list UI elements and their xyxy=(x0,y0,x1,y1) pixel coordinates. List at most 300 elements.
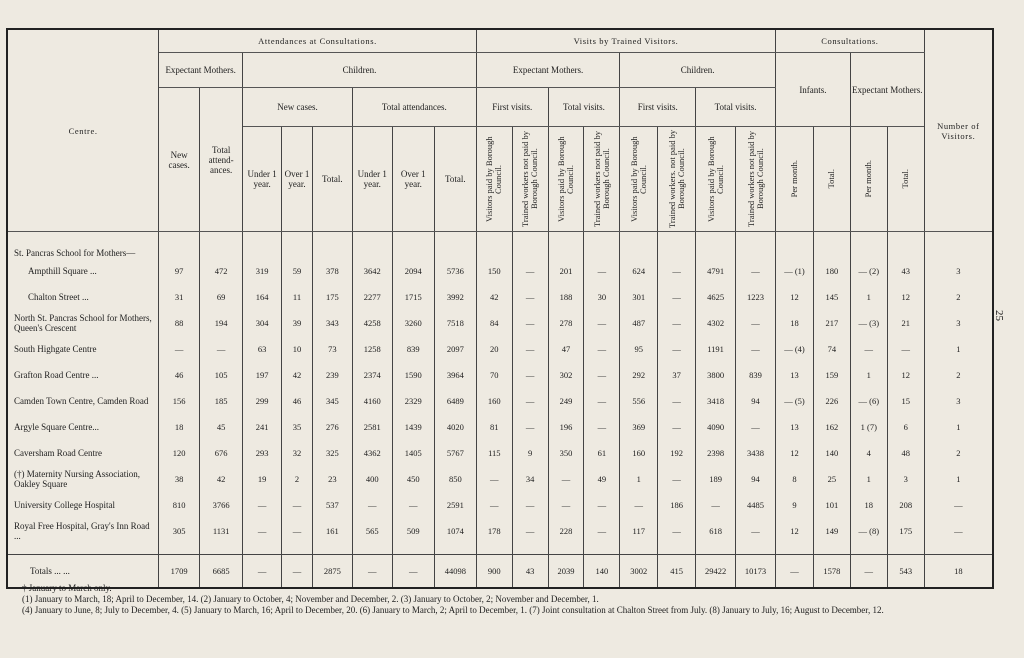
value-cell: 2097 xyxy=(434,336,476,362)
value-cell: 145 xyxy=(813,284,850,310)
value-cell: 2591 xyxy=(434,492,476,518)
header-nc-over1: Over 1 year. xyxy=(282,127,313,232)
value-cell: 350 xyxy=(548,440,584,466)
value-cell: — xyxy=(850,336,887,362)
header-ch-first-visits: First visits. xyxy=(620,88,696,127)
value-cell: — xyxy=(924,518,993,544)
value-cell: — xyxy=(924,492,993,518)
value-cell: 1578 xyxy=(813,555,850,589)
value-cell: 47 xyxy=(548,336,584,362)
footnote-line: (4) January to June, 8; July to December, 4. (5) January to March, 16; April to December, 20. (6) January to March, 2; April to December, 1. (7) Joint consultation at Chalton Street from July. (8) January to July, 16; August to December, 12. xyxy=(22,605,884,615)
value-cell: — xyxy=(736,414,776,440)
value-cell: 2039 xyxy=(548,555,584,589)
header-ch-tv-paid: Visitors paid by Borough Council. xyxy=(696,127,736,232)
value-cell: 624 xyxy=(620,258,658,284)
value-cell: 39 xyxy=(282,310,313,336)
header-v-children: Children. xyxy=(620,53,776,88)
value-cell: — xyxy=(512,518,548,544)
value-cell: — xyxy=(282,555,313,589)
value-cell: 325 xyxy=(312,440,352,466)
value-cell: — xyxy=(352,492,392,518)
value-cell: 42 xyxy=(282,362,313,388)
header-v-expectant-mothers: Expectant Mothers. xyxy=(476,53,619,88)
value-cell: 226 xyxy=(813,388,850,414)
value-cell: — xyxy=(696,492,736,518)
value-cell: 9 xyxy=(776,492,814,518)
value-cell: 188 xyxy=(548,284,584,310)
header-em-total-attendances: Total attend-ances. xyxy=(200,88,243,232)
value-cell: 59 xyxy=(282,258,313,284)
value-cell: 88 xyxy=(159,310,200,336)
value-cell: 1 xyxy=(620,466,658,492)
value-cell: 1 xyxy=(850,284,887,310)
value-cell: 509 xyxy=(392,518,434,544)
value-cell: 20 xyxy=(476,336,512,362)
value-cell: 249 xyxy=(548,388,584,414)
value-cell: 1 xyxy=(850,466,887,492)
value-cell: 140 xyxy=(813,440,850,466)
centre-name-cell: Argyle Square Centre... xyxy=(7,414,159,440)
value-cell: 345 xyxy=(312,388,352,414)
footnotes xyxy=(22,583,982,616)
value-cell: 94 xyxy=(736,388,776,414)
value-cell: 160 xyxy=(476,388,512,414)
value-cell: 12 xyxy=(776,284,814,310)
value-cell: — (5) xyxy=(776,388,814,414)
value-cell: 194 xyxy=(200,310,243,336)
value-cell: — xyxy=(159,336,200,362)
value-cell: — (4) xyxy=(776,336,814,362)
value-cell: — xyxy=(476,466,512,492)
value-cell: 12 xyxy=(776,518,814,544)
header-em-total-visits: Total visits. xyxy=(548,88,620,127)
value-cell: 164 xyxy=(243,284,282,310)
table-row xyxy=(7,414,993,440)
value-cell: — xyxy=(243,518,282,544)
value-cell: — xyxy=(584,518,620,544)
value-cell: 565 xyxy=(352,518,392,544)
value-cell: 105 xyxy=(200,362,243,388)
value-cell: 228 xyxy=(548,518,584,544)
table-row xyxy=(7,258,993,284)
value-cell: 18 xyxy=(776,310,814,336)
value-cell: 13 xyxy=(776,362,814,388)
value-cell: — xyxy=(658,388,696,414)
value-cell: 1074 xyxy=(434,518,476,544)
value-cell: 319 xyxy=(243,258,282,284)
value-cell: 1 xyxy=(924,414,993,440)
value-cell: 42 xyxy=(476,284,512,310)
value-cell: 2 xyxy=(282,466,313,492)
value-cell: 4160 xyxy=(352,388,392,414)
value-cell: 13 xyxy=(776,414,814,440)
value-cell: 850 xyxy=(434,466,476,492)
value-cell: 34 xyxy=(512,466,548,492)
value-cell: 378 xyxy=(312,258,352,284)
table-row xyxy=(7,336,993,362)
value-cell: 556 xyxy=(620,388,658,414)
value-cell: 12 xyxy=(887,362,924,388)
value-cell: 3002 xyxy=(620,555,658,589)
value-cell: 4485 xyxy=(736,492,776,518)
value-cell: 6 xyxy=(887,414,924,440)
header-ch-total-visits: Total visits. xyxy=(696,88,776,127)
value-cell: 11 xyxy=(282,284,313,310)
value-cell: 192 xyxy=(658,440,696,466)
value-cell: 5736 xyxy=(434,258,476,284)
value-cell: 676 xyxy=(200,440,243,466)
value-cell: — xyxy=(512,492,548,518)
table-row xyxy=(7,492,993,518)
centre-name-cell: Chalton Street ... xyxy=(7,284,159,310)
table-row xyxy=(7,284,993,310)
header-consultations: Consultations. xyxy=(776,29,925,53)
value-cell: 4302 xyxy=(696,310,736,336)
value-cell: 9 xyxy=(512,440,548,466)
value-cell: 7518 xyxy=(434,310,476,336)
centre-name-cell: Grafton Road Centre ... xyxy=(7,362,159,388)
section-label: St. Pancras School for Mothers— xyxy=(7,232,159,259)
header-centre: Centre. xyxy=(7,29,159,232)
value-cell: 3642 xyxy=(352,258,392,284)
centre-name-cell: Caversham Road Centre xyxy=(7,440,159,466)
value-cell: — xyxy=(658,310,696,336)
value-cell: — xyxy=(512,336,548,362)
value-cell: 239 xyxy=(312,362,352,388)
value-cell: — xyxy=(243,492,282,518)
value-cell: — xyxy=(658,466,696,492)
value-cell: — (6) xyxy=(850,388,887,414)
centre-name-cell: Totals ... ... xyxy=(7,555,159,589)
value-cell: 149 xyxy=(813,518,850,544)
value-cell: 175 xyxy=(312,284,352,310)
centre-name-cell: Ampthill Square ... xyxy=(7,258,159,284)
value-cell: 74 xyxy=(813,336,850,362)
value-cell: 3 xyxy=(924,388,993,414)
header-ta-over1: Over 1 year. xyxy=(392,127,434,232)
value-cell: — (3) xyxy=(850,310,887,336)
value-cell: 175 xyxy=(887,518,924,544)
value-cell: 37 xyxy=(658,362,696,388)
value-cell: 278 xyxy=(548,310,584,336)
header-infants-total: Total. xyxy=(813,127,850,232)
value-cell: 18 xyxy=(924,555,993,589)
value-cell: 1439 xyxy=(392,414,434,440)
header-ch-fv-notpaid: Trained workers. not paid by Borough Council. xyxy=(658,127,696,232)
value-cell: — xyxy=(736,258,776,284)
centre-name-cell: Royal Free Hospital, Gray's Inn Road ... xyxy=(7,518,159,544)
value-cell: — xyxy=(584,310,620,336)
value-cell: — (2) xyxy=(850,258,887,284)
value-cell: 1258 xyxy=(352,336,392,362)
value-cell: — xyxy=(548,466,584,492)
value-cell: — xyxy=(584,258,620,284)
value-cell: 117 xyxy=(620,518,658,544)
value-cell: — xyxy=(200,336,243,362)
value-cell: 180 xyxy=(813,258,850,284)
header-em-tv-notpaid: Trained workers not paid by Borough Council. xyxy=(584,127,620,232)
value-cell: 44098 xyxy=(434,555,476,589)
value-cell: 2277 xyxy=(352,284,392,310)
value-cell: 2329 xyxy=(392,388,434,414)
header-children-total-attendances: Total attendances. xyxy=(352,88,476,127)
header-em-tv-paid: Visitors paid by Borough Council. xyxy=(548,127,584,232)
value-cell: 12 xyxy=(887,284,924,310)
centre-name-cell: (†) Maternity Nursing Association, Oakley Square xyxy=(7,466,159,492)
value-cell: 2875 xyxy=(312,555,352,589)
value-cell: 299 xyxy=(243,388,282,414)
header-visits: Visits by Trained Visitors. xyxy=(476,29,775,53)
value-cell: — xyxy=(658,258,696,284)
centre-name-cell: North St. Pancras School for Mothers, Queen's Crescent xyxy=(7,310,159,336)
table-row xyxy=(7,388,993,414)
value-cell: — xyxy=(282,518,313,544)
value-cell: — xyxy=(584,414,620,440)
value-cell: 1 (7) xyxy=(850,414,887,440)
value-cell: — (8) xyxy=(850,518,887,544)
value-cell: 305 xyxy=(159,518,200,544)
value-cell: — xyxy=(584,336,620,362)
value-cell: 95 xyxy=(620,336,658,362)
footnote-line: (1) January to March, 18; April to December, 14. (2) January to October, 4; November and December, 2. (3) January to October, 2; November and December, 1. xyxy=(22,594,599,604)
value-cell: 94 xyxy=(736,466,776,492)
value-cell: 84 xyxy=(476,310,512,336)
value-cell: 61 xyxy=(584,440,620,466)
value-cell: 97 xyxy=(159,258,200,284)
value-cell: — xyxy=(512,414,548,440)
value-cell: 4090 xyxy=(696,414,736,440)
value-cell: 276 xyxy=(312,414,352,440)
value-cell: 15 xyxy=(887,388,924,414)
value-cell: 31 xyxy=(159,284,200,310)
value-cell: 3800 xyxy=(696,362,736,388)
value-cell: 2 xyxy=(924,284,993,310)
value-cell: — xyxy=(512,310,548,336)
value-cell: 537 xyxy=(312,492,352,518)
value-cell: 196 xyxy=(548,414,584,440)
header-ta-under1: Under 1 year. xyxy=(352,127,392,232)
value-cell: 21 xyxy=(887,310,924,336)
header-nc-under1: Under 1 year. xyxy=(243,127,282,232)
value-cell: 46 xyxy=(282,388,313,414)
value-cell: 115 xyxy=(476,440,512,466)
value-cell: 162 xyxy=(813,414,850,440)
footnote-line: † January to March only. xyxy=(22,583,112,593)
table-row xyxy=(7,518,993,544)
value-cell: 43 xyxy=(887,258,924,284)
value-cell: 1405 xyxy=(392,440,434,466)
value-cell: 35 xyxy=(282,414,313,440)
value-cell: — xyxy=(392,555,434,589)
header-number-of-visitors: Number of Visitors. xyxy=(924,29,993,232)
value-cell: 415 xyxy=(658,555,696,589)
value-cell: 29422 xyxy=(696,555,736,589)
value-cell: 49 xyxy=(584,466,620,492)
value-cell: — xyxy=(736,310,776,336)
value-cell: 301 xyxy=(620,284,658,310)
header-ta-total: Total. xyxy=(434,127,476,232)
value-cell: 185 xyxy=(200,388,243,414)
value-cell: 304 xyxy=(243,310,282,336)
value-cell: — xyxy=(658,336,696,362)
table-row xyxy=(7,466,993,492)
value-cell: 73 xyxy=(312,336,352,362)
value-cell: 2 xyxy=(924,362,993,388)
value-cell: 38 xyxy=(159,466,200,492)
value-cell: 25 xyxy=(813,466,850,492)
value-cell: — xyxy=(736,336,776,362)
section-row xyxy=(7,232,993,259)
value-cell: 472 xyxy=(200,258,243,284)
value-cell: 101 xyxy=(813,492,850,518)
value-cell: 70 xyxy=(476,362,512,388)
value-cell: 1 xyxy=(850,362,887,388)
header-infants-per-month: Per month. xyxy=(776,127,814,232)
value-cell: 10173 xyxy=(736,555,776,589)
centre-name-cell: South Highgate Centre xyxy=(7,336,159,362)
value-cell: 293 xyxy=(243,440,282,466)
header-expectant-mothers: Expectant Mothers. xyxy=(159,53,243,88)
value-cell: 208 xyxy=(887,492,924,518)
value-cell: 30 xyxy=(584,284,620,310)
header-cem-total: Total. xyxy=(887,127,924,232)
value-cell: — xyxy=(512,362,548,388)
value-cell: 618 xyxy=(696,518,736,544)
value-cell: 4362 xyxy=(352,440,392,466)
value-cell: 1191 xyxy=(696,336,736,362)
value-cell: 8 xyxy=(776,466,814,492)
value-cell: 543 xyxy=(887,555,924,589)
value-cell: 18 xyxy=(159,414,200,440)
header-ch-fv-paid: Visitors paid by Borough Council. xyxy=(620,127,658,232)
header-attendances: Attendances at Consultations. xyxy=(159,29,477,53)
value-cell: 178 xyxy=(476,518,512,544)
value-cell: — xyxy=(850,555,887,589)
value-cell: — xyxy=(776,555,814,589)
value-cell: 43 xyxy=(512,555,548,589)
value-cell: — xyxy=(352,555,392,589)
header-em-new-cases: New cases. xyxy=(159,88,200,232)
value-cell: 140 xyxy=(584,555,620,589)
value-cell: 10 xyxy=(282,336,313,362)
value-cell: 42 xyxy=(200,466,243,492)
value-cell: 2398 xyxy=(696,440,736,466)
attendance-table xyxy=(6,28,994,589)
value-cell: — xyxy=(584,362,620,388)
value-cell: 4020 xyxy=(434,414,476,440)
value-cell: 6685 xyxy=(200,555,243,589)
value-cell: 369 xyxy=(620,414,658,440)
value-cell: — xyxy=(620,492,658,518)
header-ch-tv-notpaid: Trained workers not paid by Borough Council. xyxy=(736,127,776,232)
value-cell: 450 xyxy=(392,466,434,492)
value-cell: — xyxy=(392,492,434,518)
value-cell: 159 xyxy=(813,362,850,388)
value-cell: — xyxy=(243,555,282,589)
value-cell: 4791 xyxy=(696,258,736,284)
value-cell: 63 xyxy=(243,336,282,362)
table-row xyxy=(7,310,993,336)
value-cell: 2094 xyxy=(392,258,434,284)
value-cell: 810 xyxy=(159,492,200,518)
value-cell: 189 xyxy=(696,466,736,492)
value-cell: 23 xyxy=(312,466,352,492)
value-cell: 3 xyxy=(887,466,924,492)
header-nc-total: Total. xyxy=(312,127,352,232)
header-em-fv-paid: Visitors paid by Borough Council. xyxy=(476,127,512,232)
value-cell: — xyxy=(584,388,620,414)
value-cell: 487 xyxy=(620,310,658,336)
centre-name-cell: Camden Town Centre, Camden Road xyxy=(7,388,159,414)
value-cell: 217 xyxy=(813,310,850,336)
value-cell: 343 xyxy=(312,310,352,336)
value-cell: 400 xyxy=(352,466,392,492)
value-cell: 3766 xyxy=(200,492,243,518)
value-cell: 4625 xyxy=(696,284,736,310)
value-cell: 32 xyxy=(282,440,313,466)
value-cell: 1 xyxy=(924,466,993,492)
value-cell: 12 xyxy=(776,440,814,466)
value-cell: — xyxy=(658,284,696,310)
value-cell: — xyxy=(548,492,584,518)
value-cell: 292 xyxy=(620,362,658,388)
value-cell: — xyxy=(512,388,548,414)
value-cell: — (1) xyxy=(776,258,814,284)
value-cell: 900 xyxy=(476,555,512,589)
value-cell: 2 xyxy=(924,440,993,466)
value-cell: 1715 xyxy=(392,284,434,310)
value-cell: 1709 xyxy=(159,555,200,589)
value-cell: 3964 xyxy=(434,362,476,388)
value-cell: 241 xyxy=(243,414,282,440)
value-cell: 1590 xyxy=(392,362,434,388)
value-cell: 2581 xyxy=(352,414,392,440)
value-cell: 1 xyxy=(924,336,993,362)
value-cell: 161 xyxy=(312,518,352,544)
header-children-new-cases: New cases. xyxy=(243,88,353,127)
value-cell: 156 xyxy=(159,388,200,414)
value-cell: — xyxy=(658,518,696,544)
value-cell: 4258 xyxy=(352,310,392,336)
spacer-row xyxy=(7,544,993,555)
header-children: Children. xyxy=(243,53,477,88)
value-cell: 3418 xyxy=(696,388,736,414)
value-cell: 3992 xyxy=(434,284,476,310)
value-cell: 4 xyxy=(850,440,887,466)
value-cell: 197 xyxy=(243,362,282,388)
value-cell: 120 xyxy=(159,440,200,466)
value-cell: 3 xyxy=(924,258,993,284)
value-cell: 839 xyxy=(392,336,434,362)
header-cem-per-month: Per month. xyxy=(850,127,887,232)
value-cell: — xyxy=(736,518,776,544)
value-cell: 839 xyxy=(736,362,776,388)
table-body xyxy=(7,232,993,589)
table-container xyxy=(6,28,994,578)
value-cell: 45 xyxy=(200,414,243,440)
value-cell: — xyxy=(887,336,924,362)
value-cell: 3 xyxy=(924,310,993,336)
value-cell: 186 xyxy=(658,492,696,518)
page-number: 25 xyxy=(993,310,1005,321)
value-cell: 81 xyxy=(476,414,512,440)
value-cell: 5767 xyxy=(434,440,476,466)
value-cell: 48 xyxy=(887,440,924,466)
value-cell: 1223 xyxy=(736,284,776,310)
value-cell: — xyxy=(658,414,696,440)
value-cell: 150 xyxy=(476,258,512,284)
value-cell: 3438 xyxy=(736,440,776,466)
